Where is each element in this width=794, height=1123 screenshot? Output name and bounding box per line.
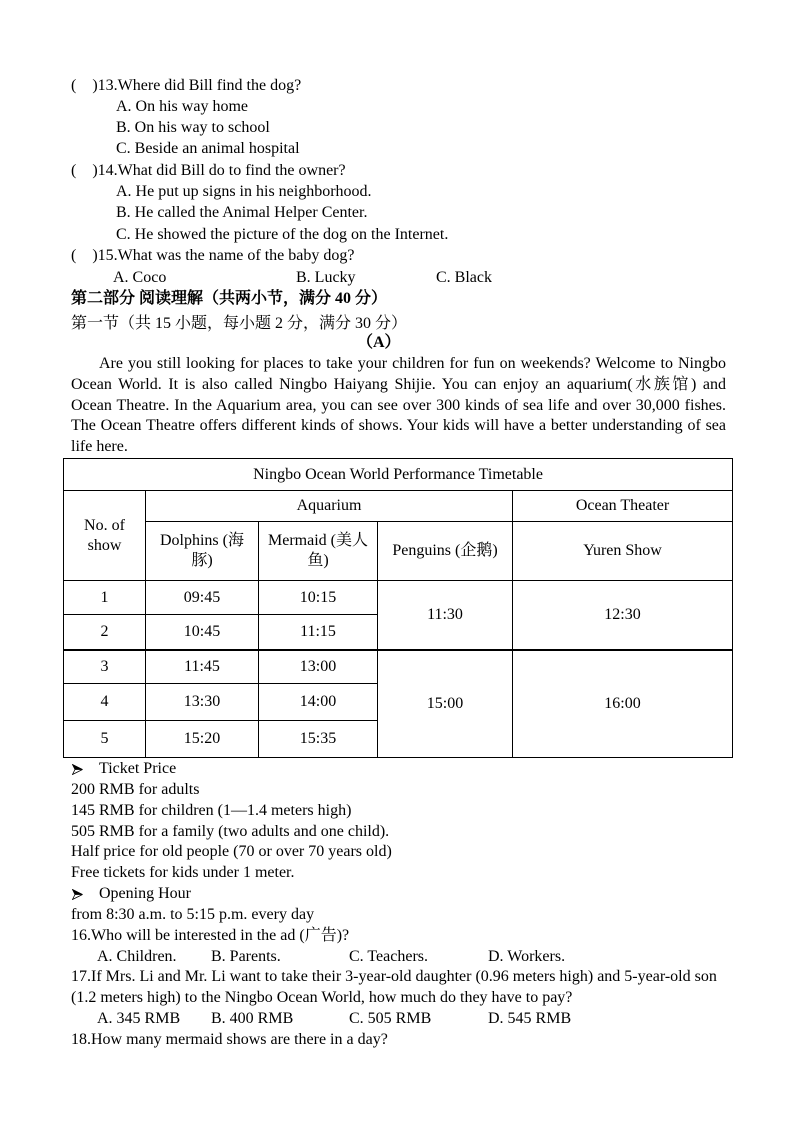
question-15-option-a: A. Coco [113, 269, 167, 286]
cell-mermaid-time: 14:00 [259, 684, 378, 721]
header-mermaid-label: Mermaid (美人鱼) [268, 532, 368, 569]
ticket-price-line: 505 RMB for a family (two adults and one child). [71, 823, 390, 840]
opening-hours-text: from 8:30 a.m. to 5:15 p.m. every day [71, 906, 315, 923]
cell-yuren-time: 12:30 [513, 581, 733, 650]
ticket-price-heading: Ticket Price [99, 760, 177, 777]
question-13-option-c: C. Beside an animal hospital [116, 140, 300, 157]
ticket-price-line: 145 RMB for children (1—1.4 meters high) [71, 802, 352, 819]
passage-label: （A） [357, 334, 401, 351]
cell-mermaid-time: 15:35 [259, 721, 378, 758]
question-13-stem: ( )13.Where did Bill find the dog? [71, 77, 302, 94]
table-title-row [64, 459, 733, 491]
header-no-of-show-label: No. of show [84, 516, 125, 554]
opening-hour-heading: Opening Hour [99, 885, 191, 902]
header-aquarium: Aquarium [146, 491, 513, 522]
ticket-price-line: Half price for old people (70 or over 70 years old) [71, 843, 392, 860]
header-dolphins-label: Dolphins (海豚) [159, 532, 244, 569]
cell-show-no: 3 [64, 650, 146, 684]
cell-mermaid-time: 11:15 [259, 615, 378, 650]
ticket-price-line: 200 RMB for adults [71, 781, 200, 798]
passage-line: The Ocean Theatre offers different kinds of shows. Your kids will have a better understanding of sea [71, 417, 726, 434]
cell-show-no: 4 [64, 684, 146, 721]
cell-dolphins-time: 10:45 [146, 615, 259, 650]
question-18-stem: 18.How many mermaid shows are there in a day? [71, 1031, 388, 1048]
question-17-stem-line: 17.If Mrs. Li and Mr. Li want to take their 3-year-old daughter (0.96 meters high) and 5-year-old son [71, 968, 717, 985]
passage-line: Ocean Theatre. In the Aquarium area, you can see over 300 kinds of sea life and over 30,000 fishes. [71, 397, 726, 414]
header-penguins: Penguins (企鹅) [378, 522, 513, 581]
question-16-option-c: C. Teachers. [349, 948, 428, 965]
question-17-stem-line: (1.2 meters high) to the Ningbo Ocean World, how much do they have to pay? [71, 989, 573, 1006]
arrowhead-bullet-icon [72, 889, 83, 900]
passage-line: life here. [71, 438, 128, 455]
cell-mermaid-time: 13:00 [259, 650, 378, 684]
question-14-stem: ( )14.What did Bill do to find the owner? [71, 162, 346, 179]
cell-show-no: 2 [64, 615, 146, 650]
question-17-option-c: C. 505 RMB [349, 1010, 432, 1027]
header-no-of-show [64, 491, 146, 581]
cell-dolphins-time: 13:30 [146, 684, 259, 721]
question-17-option-a: A. 345 RMB [97, 1010, 181, 1027]
cell-mermaid-time: 10:15 [259, 581, 378, 615]
arrowhead-bullet-icon [72, 764, 83, 775]
performance-timetable [63, 458, 733, 758]
ticket-price-line: Free tickets for kids under 1 meter. [71, 864, 295, 881]
question-15-option-c: C. Black [436, 269, 492, 286]
table-title: Ningbo Ocean World Performance Timetable [64, 459, 733, 491]
question-14-option-b: B. He called the Animal Helper Center. [116, 204, 368, 221]
question-13-option-a: A. On his way home [116, 98, 248, 115]
header-ocean-theater: Ocean Theater [513, 491, 733, 522]
question-16-option-b: B. Parents. [211, 948, 281, 965]
cell-dolphins-time: 09:45 [146, 581, 259, 615]
cell-dolphins-time: 11:45 [146, 650, 259, 684]
cell-penguins-time: 11:30 [378, 581, 513, 650]
question-15-option-b: B. Lucky [296, 269, 356, 286]
cell-yuren-time: 16:00 [513, 650, 733, 758]
table-header-row [64, 522, 733, 581]
question-16-option-d: D. Workers. [488, 948, 566, 965]
cell-penguins-time: 15:00 [378, 650, 513, 758]
passage-line: Ocean World. It is also called Ningbo Haiyang Shijie. You can enjoy an aquarium(水族馆) and [71, 376, 726, 393]
question-14-option-c: C. He showed the picture of the dog on the Internet. [116, 226, 449, 243]
passage-line: Are you still looking for places to take your children for fun on weekends? Welcome to Ningbo [99, 355, 726, 372]
question-17-option-d: D. 545 RMB [488, 1010, 572, 1027]
cell-show-no: 5 [64, 721, 146, 758]
cell-show-no: 1 [64, 581, 146, 615]
header-dolphins [146, 522, 259, 581]
table-header-row [64, 491, 733, 522]
cell-dolphins-time: 15:20 [146, 721, 259, 758]
header-yuren-show: Yuren Show [513, 522, 733, 581]
question-17-option-b: B. 400 RMB [211, 1010, 294, 1027]
question-16-option-a: A. Children. [97, 948, 177, 965]
question-15-stem: ( )15.What was the name of the baby dog? [71, 247, 355, 264]
table-row [64, 650, 733, 684]
question-14-option-a: A. He put up signs in his neighborhood. [116, 183, 372, 200]
question-13-option-b: B. On his way to school [116, 119, 270, 136]
question-16-stem: 16.Who will be interested in the ad (广告)? [71, 927, 350, 944]
section-title: 第二部分 阅读理解（共两小节，满分 40 分） [71, 290, 388, 307]
header-mermaid [259, 522, 378, 581]
table-row [64, 581, 733, 615]
subsection-title: 第一节（共 15 小题，每小题 2 分，满分 30 分） [71, 315, 408, 332]
